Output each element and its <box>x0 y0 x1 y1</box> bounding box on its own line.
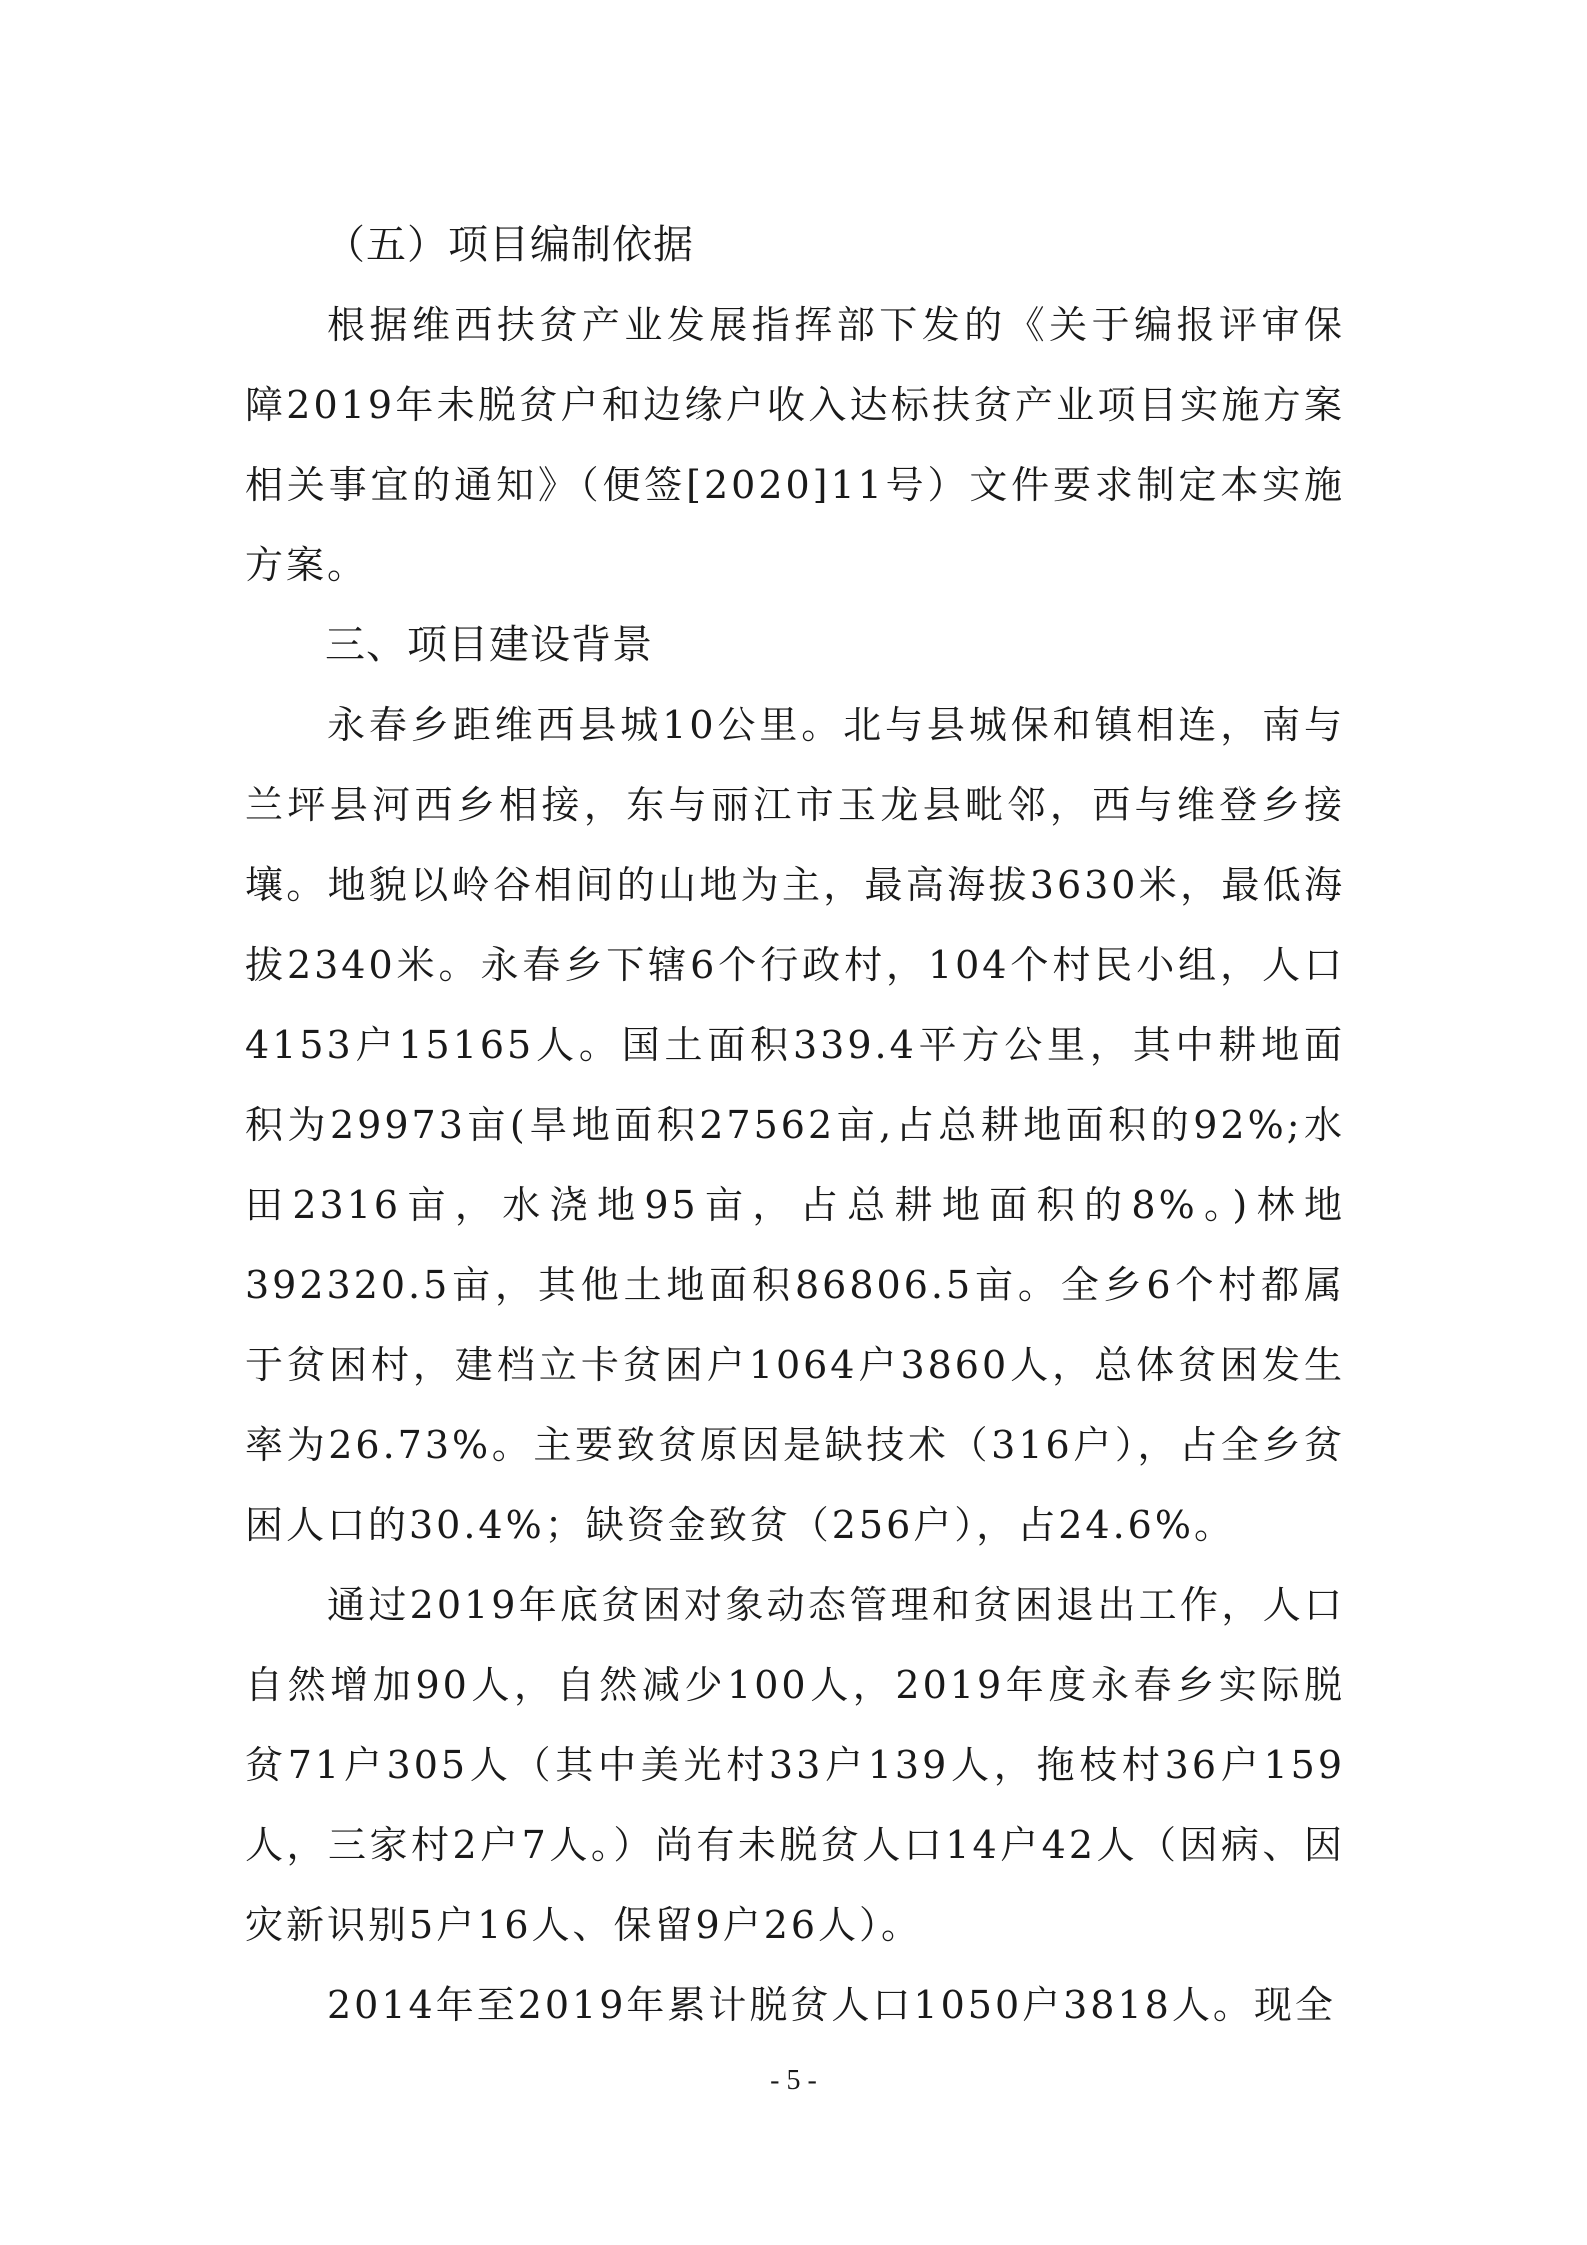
paragraph-overview: 永春乡距维西县城10公里。北与县城保和镇相连，南与兰坪县河西乡相接，东与丽江市玉龙县毗邻，西与维登乡接壤。地貌以岭谷相间的山地为主，最高海拔3630米，最低海拔2340米。永春乡下辖6个行政村，104个村民小组，人口4153户15165人。国土面积339.4平方公里，其中耕地面积为29973亩(旱地面积27562亩,占总耕地面积的92%;水田2316亩，水浇地95亩，占总耕地面积的8%。)林地392320.5亩，其他土地面积86806.5亩。全乡6个村都属于贫困村，建档立卡贫困户1064户3860人，总体贫困发生率为26.73%。主要致贫原因是缺技术（316户），占全乡贫困人口的30.4%；缺资金致贫（256户），占24.6%。 <box>245 703 1345 1547</box>
page-number: - 5 - <box>770 2065 817 2096</box>
page-content <box>245 205 1345 2045</box>
section-heading-basis: （五）项目编制依据 <box>325 222 694 268</box>
paragraph-2019-status: 通过2019年底贫困对象动态管理和贫困退出工作，人口自然增加90人，自然减少100人，2019年度永春乡实际脱贫71户305人（其中美光村33户139人，拖枝村36户159人，三家村2户7人。）尚有未脱贫人口14户42人（因病、因灾新识别5户16人、保留9户26人）。 <box>245 1583 1345 1947</box>
section-heading-background: 三、项目建设背景 <box>325 622 653 668</box>
paragraph-cumulative: 2014年至2019年累计脱贫人口1050户3818人。现全 <box>327 1983 1336 2027</box>
paragraph-basis: 根据维西扶贫产业发展指挥部下发的《关于编报评审保障2019年未脱贫户和边缘户收入达标扶贫产业项目实施方案相关事宜的通知》（便签[2020]11号）文件要求制定本实施方案。 <box>245 303 1345 587</box>
